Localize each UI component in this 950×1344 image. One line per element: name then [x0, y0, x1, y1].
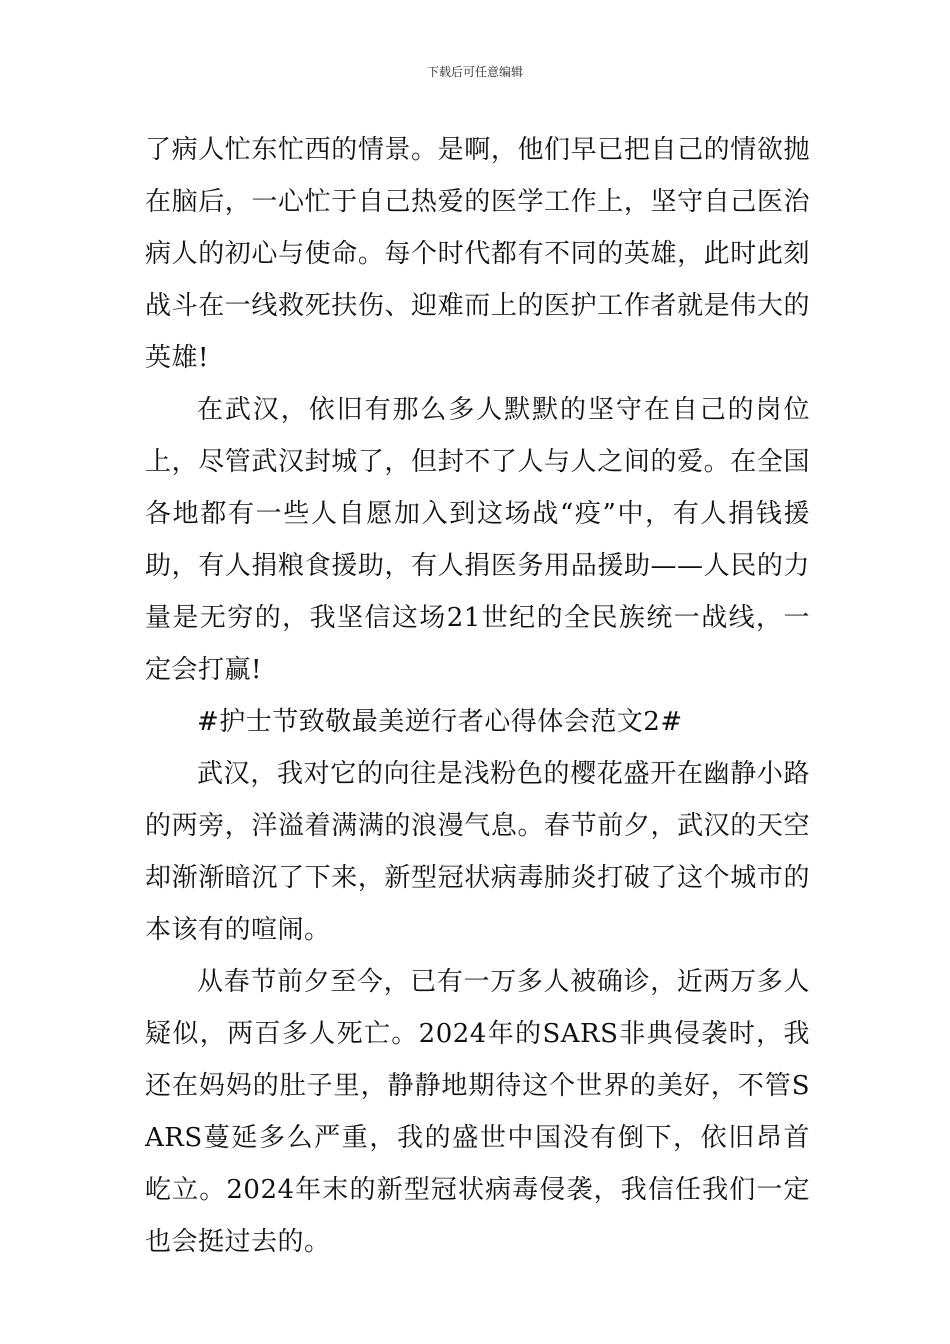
paragraph-2: 在武汉，依旧有那么多人默默的坚守在自己的岗位上，尽管武汉封城了，但封不了人与人之间的爱。在全国各地都有一些人自愿加入到这场战“疫”中，有人捐钱援助，有人捐粮食援助，有人捐医务用品援助——人民的力量是无穷的，我坚信这场21世纪的全民族统一战线，一定会打赢!: [145, 395, 810, 685]
paragraph-3: 武汉，我对它的向往是浅粉色的樱花盛开在幽静小路的两旁，洋溢着满满的浪漫气息。春节前夕，武汉的天空却渐渐暗沉了下来，新型冠状病毒肺炎打破了这个城市的本该有的喧闹。: [145, 759, 810, 945]
paragraph-4: 从春节前夕至今，已有一万多人被确诊，近两万多人疑似，两百多人死亡。2024年的SARS非典侵袭时，我还在妈妈的肚子里，静静地期待这个世界的美好，不管SARS蔓延多么严重，我的盛世中国没有倒下，依旧昂首屹立。2024年末的新型冠状病毒侵袭，我信任我们一定也会挺过去的。: [145, 967, 810, 1257]
document-body: [145, 124, 810, 1268]
page-header-note: 下载后可任意编辑: [426, 65, 523, 79]
paragraph-1: 了病人忙东忙西的情景。是啊，他们早已把自己的情欲抛在脑后，一心忙于自己热爱的医学工作上，坚守自己医治病人的初心与使命。每个时代都有不同的英雄，此时此刻战斗在一线救死扶伤、迎难而上的医护工作者就是伟大的英雄!: [145, 135, 810, 373]
section-heading: #护士节致敬最美逆行者心得体会范文2#: [197, 707, 683, 737]
